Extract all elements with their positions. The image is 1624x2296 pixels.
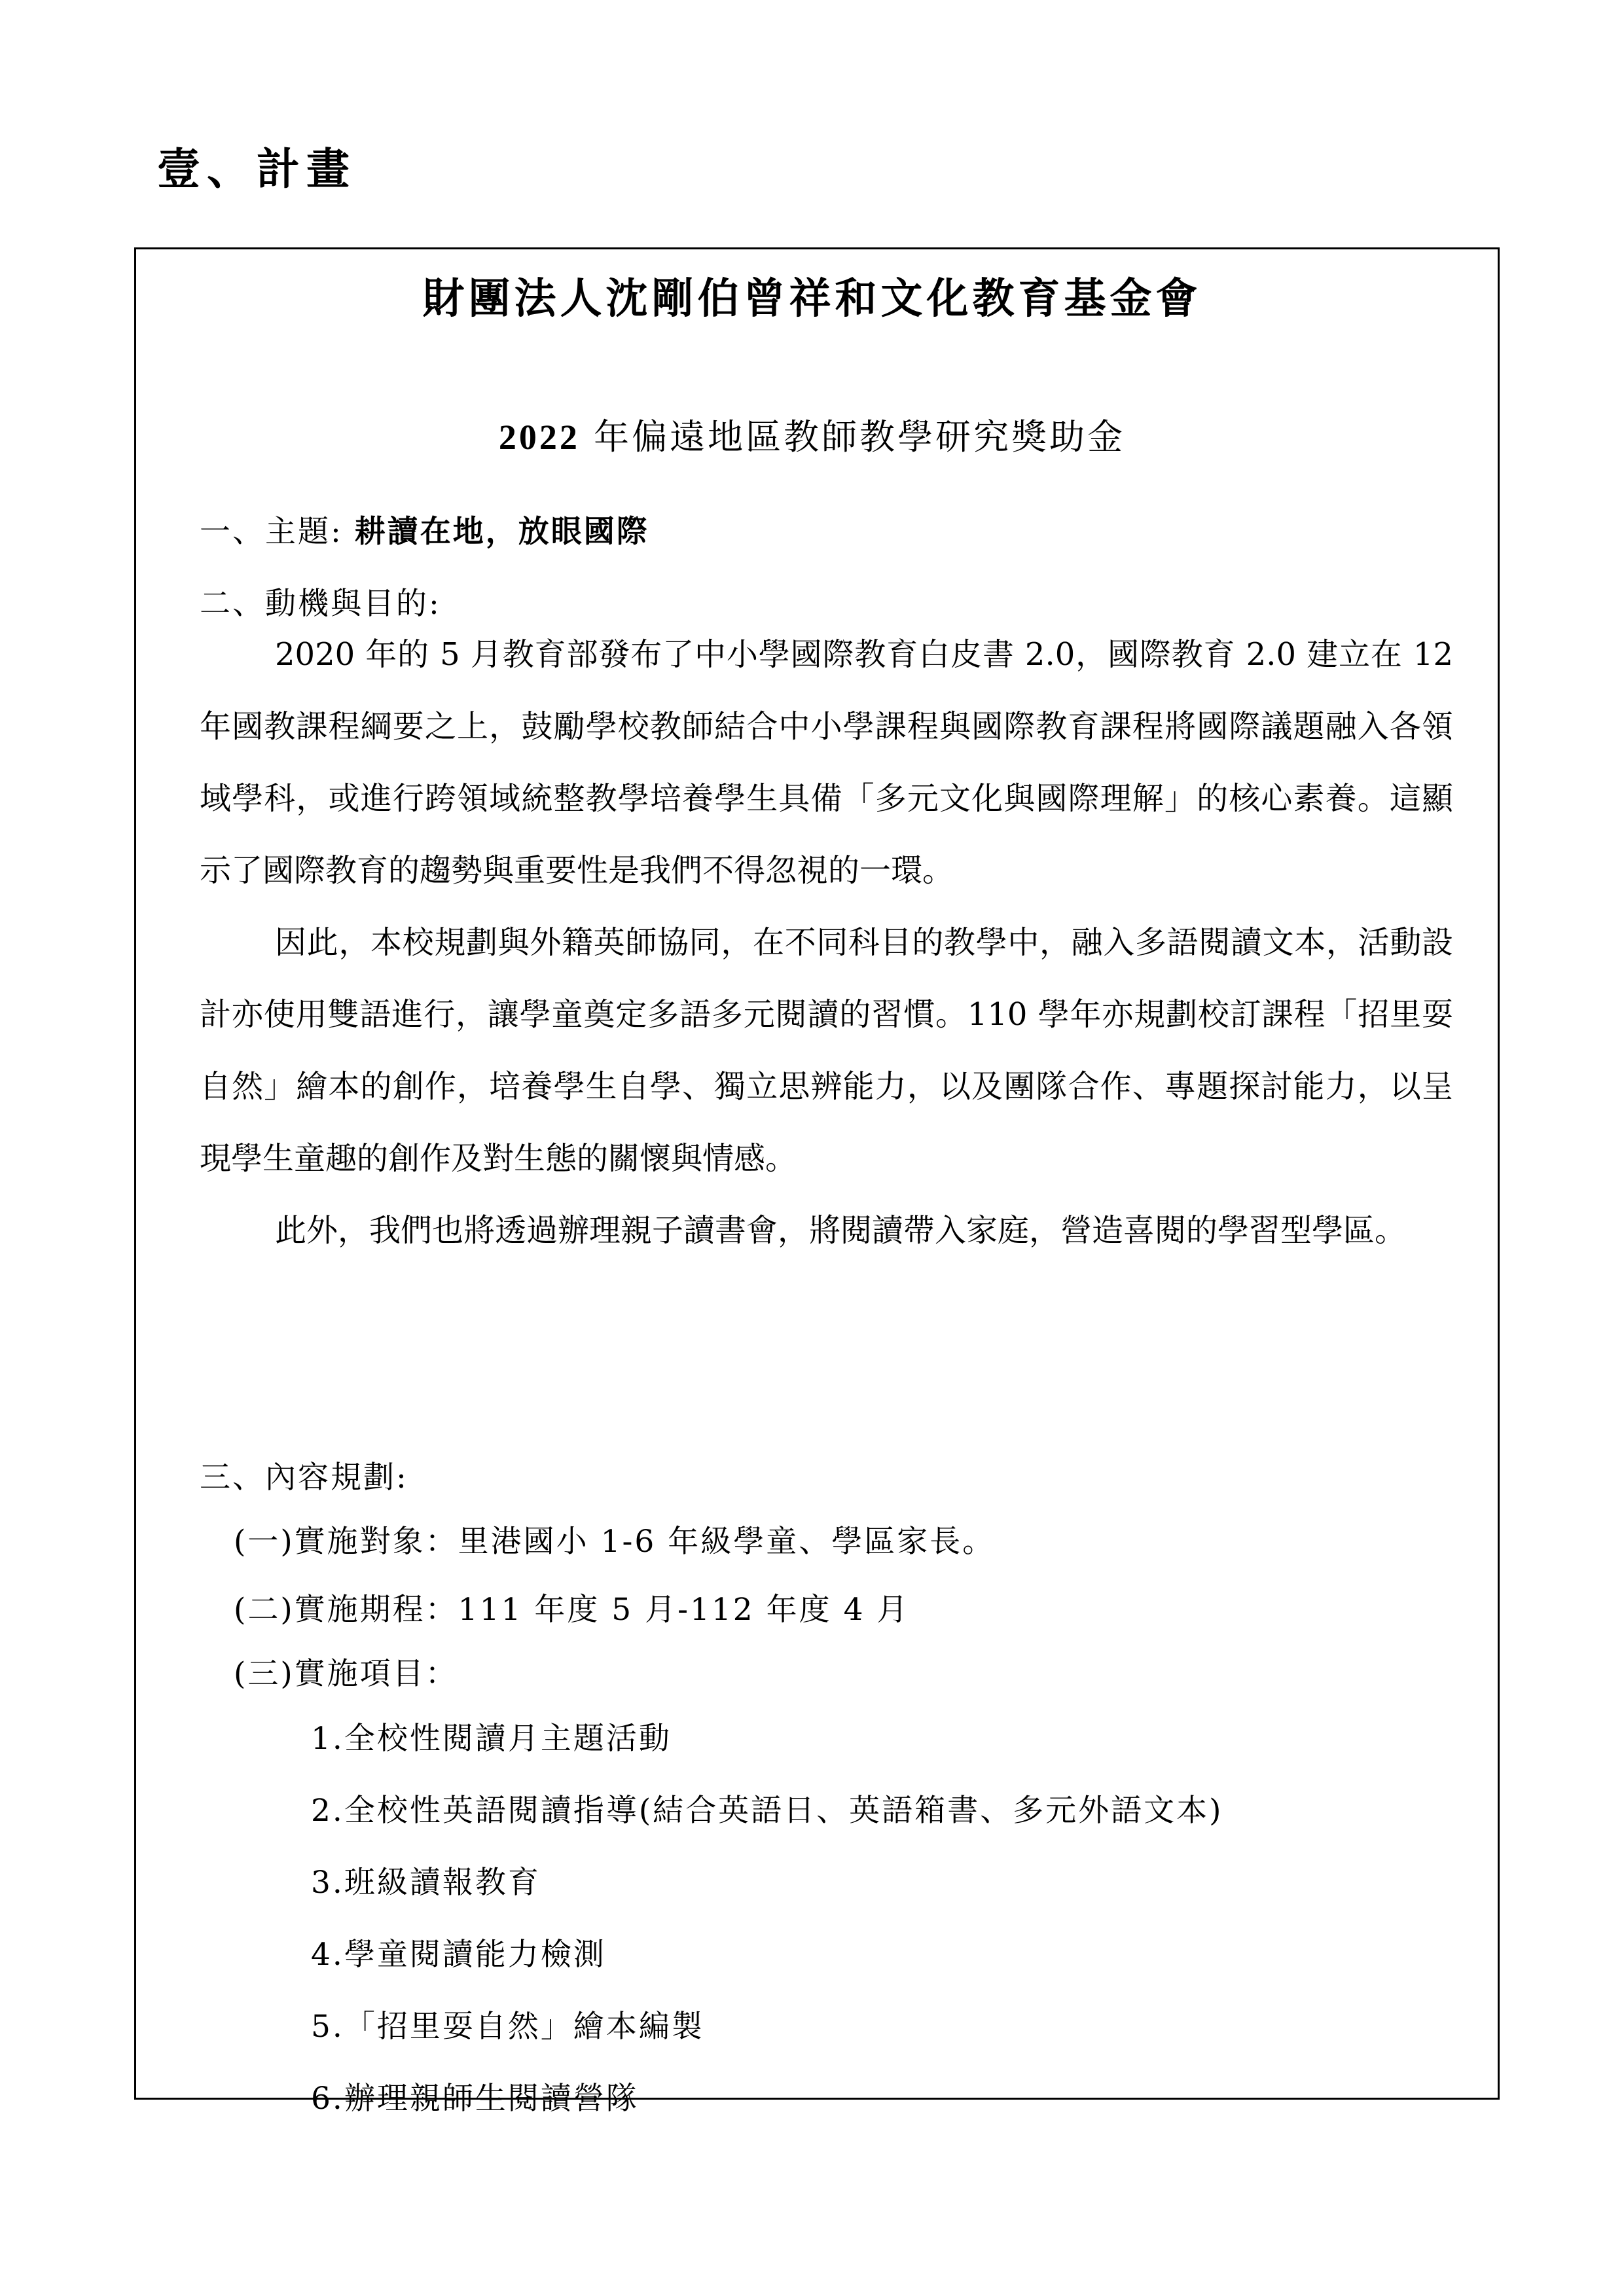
page-heading: 壹、計畫 (157, 143, 356, 194)
target-line: (一)實施對象：里港國小 1-6 年級學童、學區家長。 (234, 1524, 996, 1560)
foundation-title: 財團法人沈剛伯曾祥和文化教育基金會 (422, 274, 1202, 323)
subtitle-text: 年偏遠地區教師教學研究獎助金 (594, 416, 1126, 457)
motivation-paragraph: 2020 年的 5 月教育部發布了中小學國際教育白皮書 2.0，國際教育 2.0 建立在 12 年國教課程綱要之上，鼓勵學校教師結合中小學課程與國際教育課程將國際議題融入各領域學科，或進行跨領域統整教學培養學生具備「多元文化與國際理解」的核心素養。這顯示了國際教育的趨勢與重要性是我們不得忽視的一環。 (200, 636, 1453, 889)
motivation-paragraph: 因此，本校規劃與外籍英師協同，在不同科目的教學中，融入多語閱讀文本，活動設計亦使用雙語進行，讓學童奠定多語多元閱讀的習慣。110 學年亦規劃校訂課程「招里耍自然」繪本的創作，培養學生自學、獨立思辨能力，以及團隊合作、專題探討能力，以呈現學生童趣的創作及對生態的關懷與情感。 (200, 924, 1453, 1177)
list-item: 3.班級讀報教育 (311, 1865, 541, 1901)
item-list (311, 1716, 1223, 2148)
theme-line (200, 507, 649, 551)
motivation-body (200, 619, 1453, 1266)
list-item: 4.學童閱讀能力檢測 (311, 1937, 606, 1973)
motivation-paragraph: 此外，我們也將透過辦理親子讀書會，將閱讀帶入家庭，營造喜閱的學習型學區。 (275, 1212, 1407, 1249)
grant-subtitle (0, 409, 1624, 459)
period-line: (二)實施期程：111 年度 5 月-112 年度 4 月 (234, 1592, 910, 1628)
content-label: 三、內容規劃: (200, 1460, 408, 1496)
list-item: 5.「招里耍自然」繪本編製 (311, 2009, 704, 2045)
theme-label: 一、主題: (200, 514, 343, 550)
list-item: 1.全校性閱讀月主題活動 (311, 1721, 672, 1757)
theme-value: 耕讀在地，放眼國際 (354, 514, 649, 550)
list-item: 2.全校性英語閱讀指導(結合英語日、英語箱書、多元外語文本) (311, 1793, 1223, 1829)
items-label: (三)實施項目： (234, 1656, 458, 1692)
subtitle-year: 2022 (498, 418, 580, 457)
list-item: 6.辦理親師生閱讀營隊 (311, 2081, 639, 2117)
motivation-label: 二、動機與目的: (200, 586, 441, 622)
